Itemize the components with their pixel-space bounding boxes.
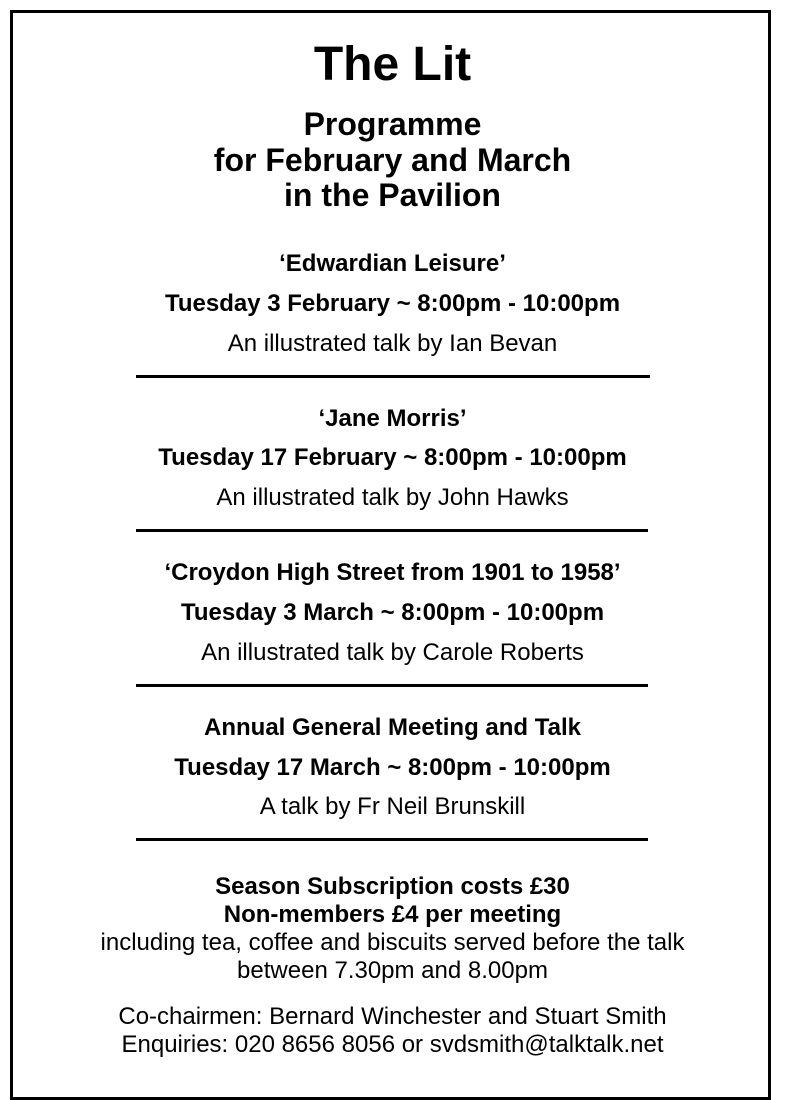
subtitle-line-2: for February and March <box>213 142 572 178</box>
event-3-divider <box>136 684 648 687</box>
event-1-description: An illustrated talk by Ian Bevan <box>227 330 558 357</box>
enquiries: Enquiries: 020 8656 8056 or svdsmith@talktalk.net <box>121 1031 664 1058</box>
subscription-fee: Season Subscription costs £30 <box>215 873 570 900</box>
event-4-title: Annual General Meeting and Talk <box>204 714 581 741</box>
event-1-date: Tuesday 3 February ~ 8:00pm - 10:00pm <box>164 290 621 317</box>
event-3-date: Tuesday 3 March ~ 8:00pm - 10:00pm <box>180 599 605 626</box>
event-2-title: ‘Jane Morris’ <box>318 405 467 432</box>
non-member-fee: Non-members £4 per meeting <box>223 901 562 928</box>
event-3-title: ‘Croydon High Street from 1901 to 1958’ <box>164 559 621 586</box>
subtitle-line-1: Programme <box>303 106 482 142</box>
subtitle-line-3: in the Pavilion <box>284 177 501 213</box>
poster-title: The Lit <box>313 38 472 91</box>
event-3-description: An illustrated talk by Carole Roberts <box>201 639 584 666</box>
event-4-divider <box>136 838 648 841</box>
refreshments-note: including tea, coffee and biscuits served before the talk <box>100 929 685 956</box>
event-1-divider <box>136 375 650 378</box>
event-2-description: An illustrated talk by John Hawks <box>216 484 569 511</box>
event-4-description: A talk by Fr Neil Brunskill <box>259 793 526 820</box>
event-2-date: Tuesday 17 February ~ 8:00pm - 10:00pm <box>158 444 627 471</box>
event-2-divider <box>136 529 648 532</box>
refreshments-time: between 7.30pm and 8.00pm <box>237 957 548 984</box>
co-chairmen: Co-chairmen: Bernard Winchester and Stuart Smith <box>118 1003 667 1030</box>
event-4-date: Tuesday 17 March ~ 8:00pm - 10:00pm <box>174 754 611 781</box>
event-1-title: ‘Edwardian Leisure’ <box>279 250 506 277</box>
